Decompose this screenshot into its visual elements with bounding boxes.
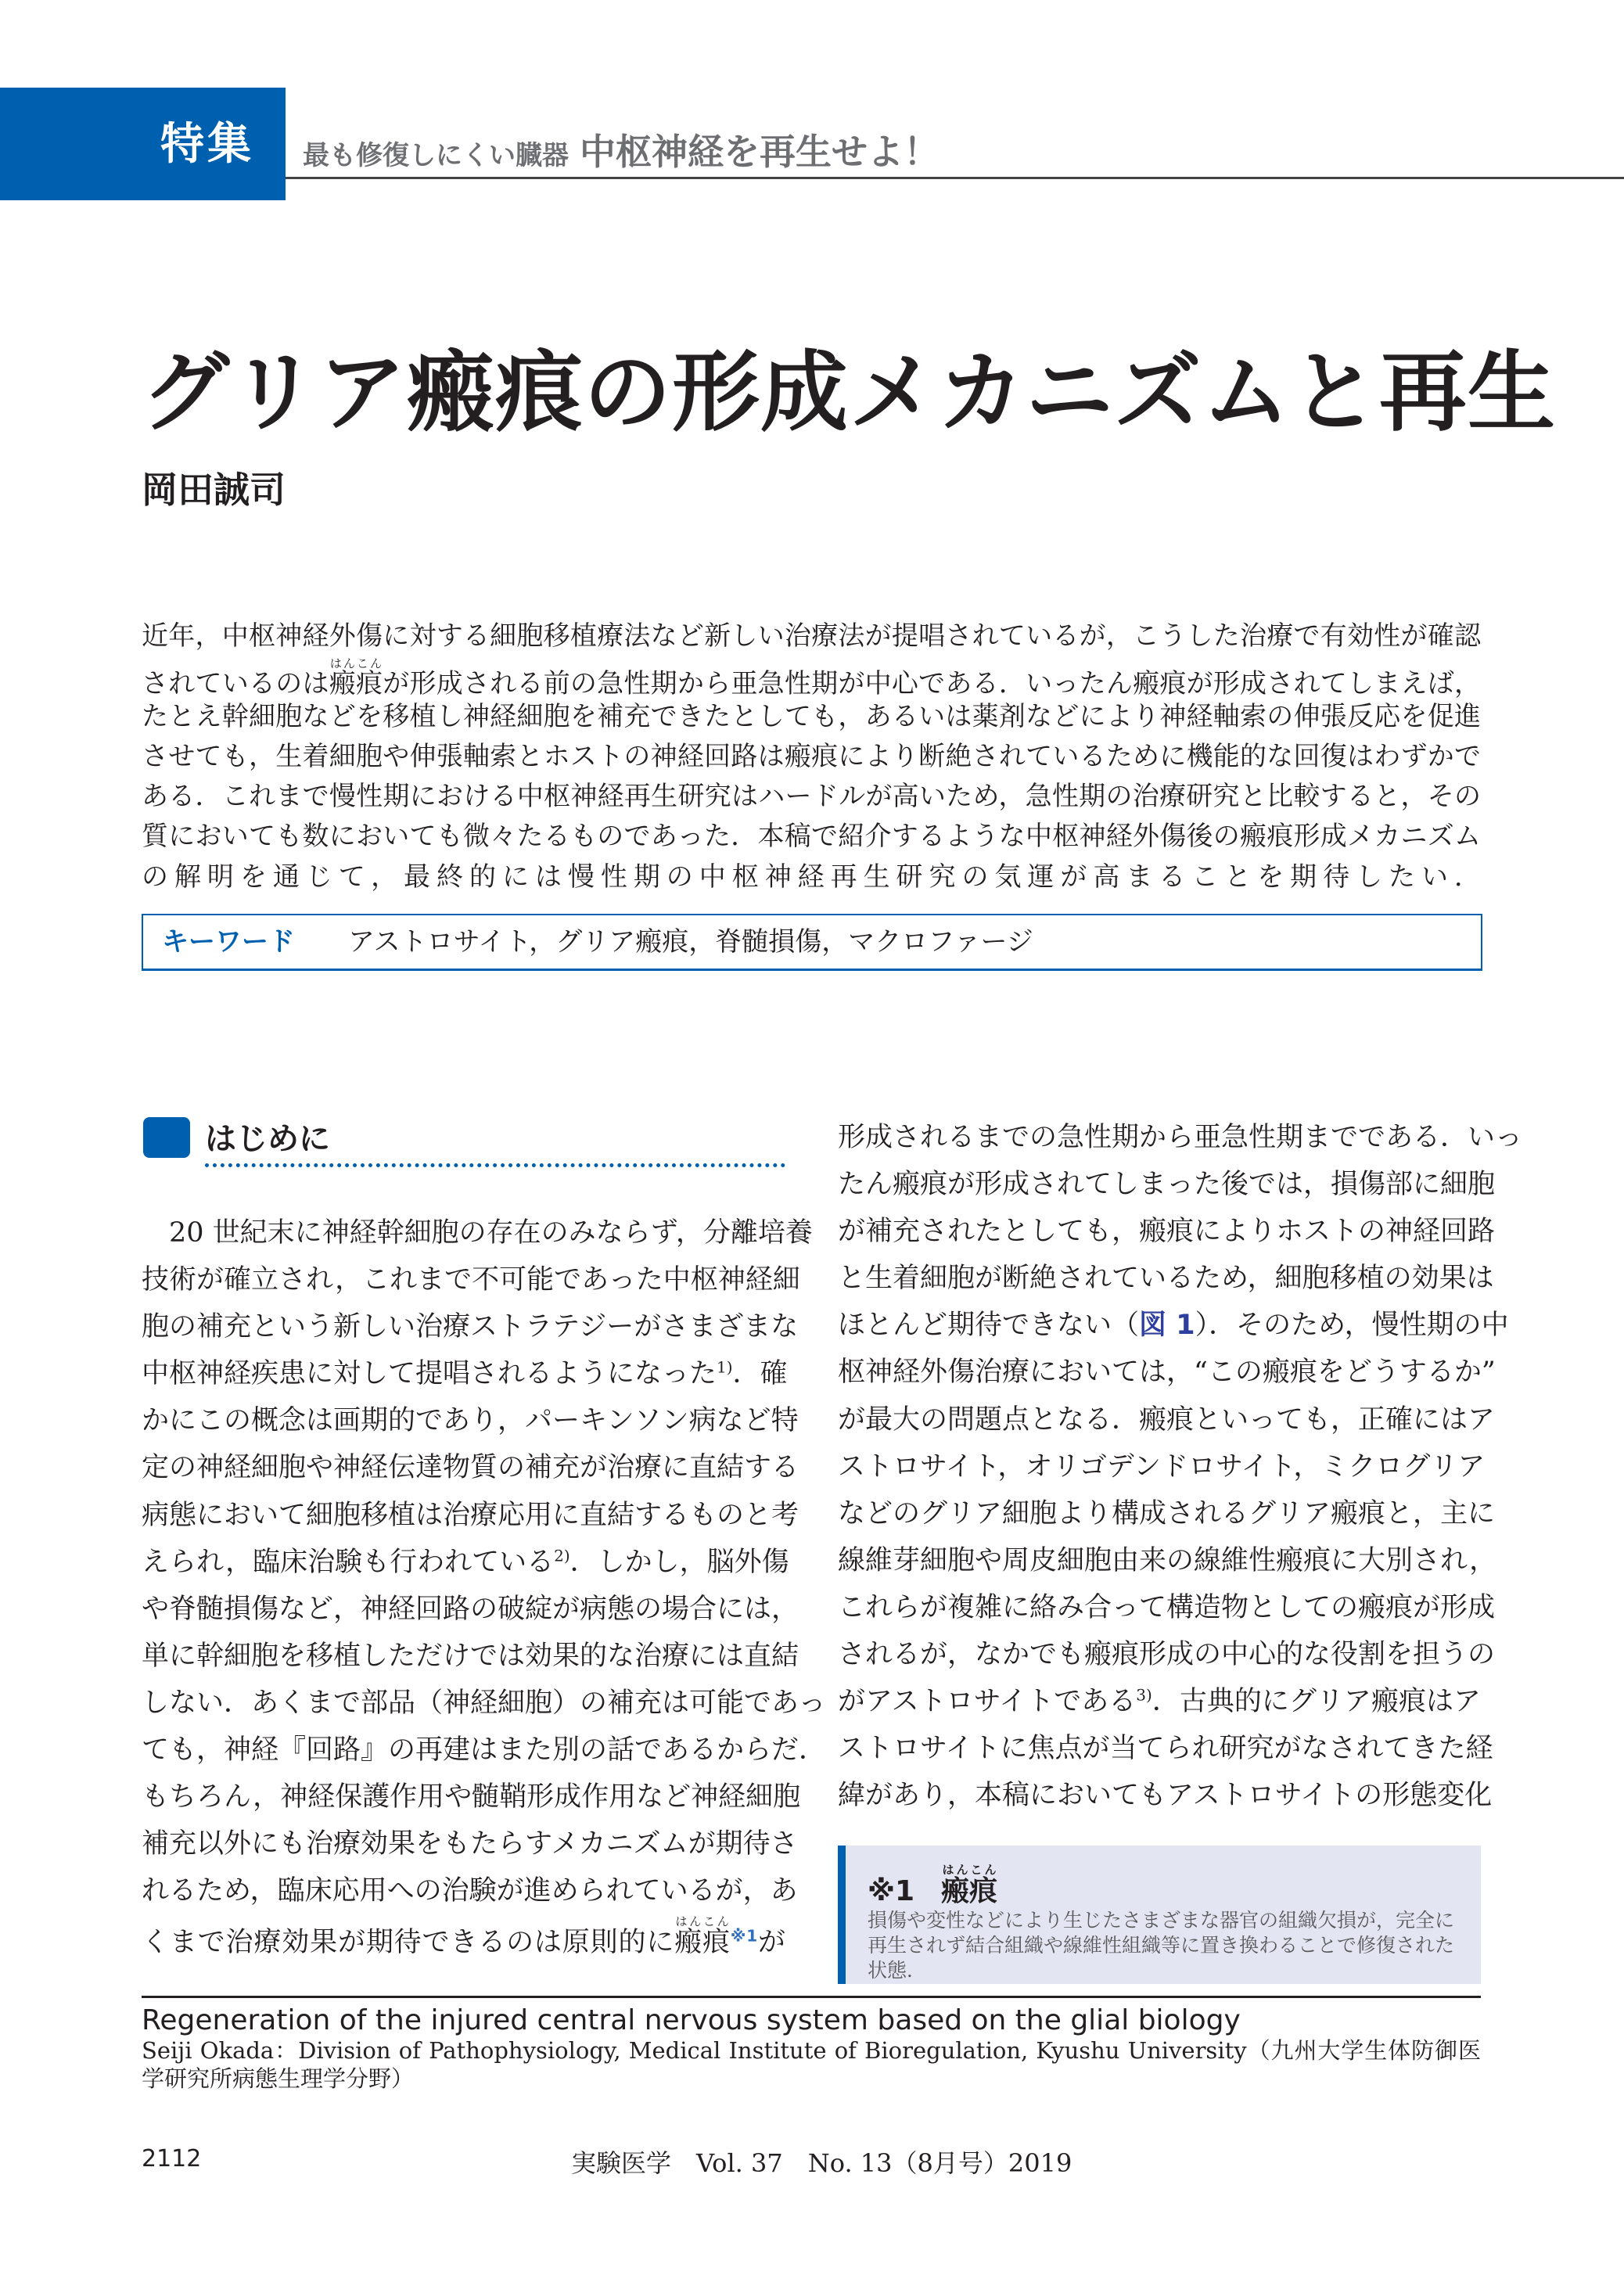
feature-tag: 特集 — [160, 119, 254, 170]
text-run: がアストロサイトである — [838, 1686, 1137, 1718]
text-run: 単に幹細胞を移植しただけでは効果的な治療には直結 — [142, 1640, 799, 1672]
author-affiliation: Seiji Okada：Division of Pathophysiology, Medical Institute of Bioregulation, Kyushu University（九州大学生体防御医学研究所病態生理学分野） — [142, 2037, 1481, 2092]
text-line — [142, 1867, 798, 1914]
reference-citation[interactable]: 3) — [1136, 1685, 1152, 1705]
text-run: ストロサイト，オリゴデンドロサイト，ミクログリア — [838, 1450, 1486, 1483]
ruby-base: 瘢痕 — [329, 668, 383, 700]
text-line — [142, 1350, 788, 1397]
text-run: ．しかし，脳外傷 — [569, 1546, 789, 1578]
text-run: かにこの概念は画期的であり，パーキンソン病など特 — [142, 1405, 799, 1437]
ruby-reading: はんこん — [329, 656, 383, 671]
text-line — [142, 1209, 813, 1256]
text-run: 中枢神経疾患に対して提唱されるようになった — [142, 1358, 717, 1390]
text-line — [142, 1914, 785, 1961]
text-run: 枢神経外傷治療においては，“この瘢痕をどうするか” — [838, 1357, 1496, 1389]
ruby-term — [329, 656, 383, 700]
text-run: が形成される前の急性期から亜急性期が中心である．いったん瘢痕が形成されてしまえば， — [383, 668, 1482, 700]
text-run: や脊髄損傷など，神経回路の破綻が病態の場合には， — [142, 1593, 799, 1625]
text-line — [142, 1633, 799, 1680]
ruby-reading: はんこん — [674, 1914, 731, 1929]
keywords-box — [142, 914, 1482, 971]
text-run: たとえ幹細胞などを移植し神経細胞を補充できたとしても，あるいは薬剤などにより神経軸索の伸張反応を促進 — [142, 700, 1481, 732]
text-run: などのグリア細胞より構成されるグリア瘢痕と，主に — [838, 1497, 1496, 1529]
text-line — [838, 1302, 1509, 1349]
text-run: されているのは — [142, 668, 329, 700]
text-run: 定の神経細胞や神経伝達物質の補充が治療に直結する — [142, 1452, 799, 1484]
text-run: ．古典的にグリア瘢痕はア — [1152, 1686, 1481, 1718]
author-name: 岡田誠司 — [142, 469, 286, 511]
footnote-term — [941, 1863, 998, 1907]
reference-citation[interactable]: 2) — [554, 1546, 570, 1565]
text-run: これらが複雑に絡み合って構造物としての瘢痕が形成 — [838, 1591, 1496, 1623]
text-run: が補充されたとしても，瘢痕によりホストの神経回路 — [838, 1216, 1496, 1248]
text-run: させても，生着細胞や伸張軸索とホストの神経回路は瘢痕により断絶されているために機能的な回復はわずかで — [142, 740, 1481, 772]
text-run: もちろん，神経保護作用や髄鞘形成作用など神経細胞 — [142, 1781, 801, 1813]
journal-citation: 実験医学 Vol. 37 No. 13（8月号）2019 — [571, 2148, 1072, 2178]
text-line — [142, 737, 1481, 777]
text-run: 胞の補充という新しい治療ストラテジーがさまざまな — [142, 1311, 799, 1343]
text-line — [142, 1680, 826, 1727]
ruby-term — [674, 1914, 731, 1959]
text-line — [838, 1772, 1493, 1819]
text-line — [142, 1539, 789, 1586]
body-column-right — [838, 1114, 1523, 1819]
text-run: たん瘢痕が形成されてしまった後では，損傷部に細胞 — [838, 1169, 1496, 1201]
section-heading-dotted-rule — [205, 1163, 785, 1167]
text-line — [838, 1161, 1496, 1208]
text-line — [838, 1255, 1494, 1302]
text-line — [838, 1725, 1493, 1772]
text-line — [838, 1114, 1523, 1161]
footer-rule — [142, 1996, 1481, 1998]
text-run: 病態において細胞移植は治療応用に直結するものと考 — [142, 1499, 799, 1531]
text-line — [142, 1774, 801, 1820]
text-run: 20 世紀末に神経幹細胞の存在のみならず，分離培養 — [142, 1217, 813, 1249]
text-run: えられ，臨床治験も行われている — [142, 1546, 555, 1578]
ruby-base: 瘢痕 — [674, 1927, 731, 1959]
text-line — [142, 1444, 799, 1491]
text-run: ても，神経『回路』の再建はまた別の話であるからだ． — [142, 1734, 827, 1766]
text-run: ある．これまで慢性期における中枢神経再生研究はハードルが高いため，急性期の治療研究と比較すると，その — [142, 781, 1481, 813]
header-rule — [286, 177, 1624, 179]
text-run: 緯があり，本稿においてもアストロサイトの形態変化 — [838, 1780, 1493, 1812]
footnote-number: ※1 — [868, 1875, 915, 1907]
page-number: 2112 — [142, 2145, 202, 2173]
text-run: ）．そのため，慢性期の中 — [1195, 1310, 1509, 1342]
text-run: ほとんど期待できない（ — [838, 1310, 1140, 1342]
text-line — [142, 1727, 827, 1774]
text-line — [142, 697, 1481, 737]
footnote-body: 損傷や変性などにより生じたさまざまな器官の組織欠損が，完全に再生されず結合組織や線維性組織等に置き換わることで修復された状態． — [868, 1909, 1455, 1982]
series-subtitle: 最も修復しにくい臓器 — [303, 140, 569, 171]
section-heading: はじめに — [205, 1121, 330, 1157]
text-run: ストロサイトに焦点が当てられ研究がなされてきた経 — [838, 1733, 1493, 1765]
text-run: 形成されるまでの急性期から亜急性期までである．いっ — [838, 1122, 1523, 1153]
footnote-heading — [868, 1863, 997, 1909]
text-run: ．確 — [732, 1358, 788, 1390]
section-heading-marker-icon — [143, 1117, 190, 1158]
text-line — [838, 1584, 1496, 1631]
text-run: 線維芽細胞や周皮細胞由来の線維性瘢痕に大別され， — [838, 1544, 1497, 1576]
text-run: れるため，臨床応用への治験が進められているが，あ — [142, 1875, 798, 1907]
text-line — [838, 1631, 1496, 1678]
series-title — [303, 124, 940, 175]
text-run: されるが，なかでも瘢痕形成の中心的な役割を担うの — [838, 1639, 1496, 1671]
text-run: が最大の問題点となる．瘢痕といっても，正確にはア — [838, 1403, 1496, 1436]
text-line — [838, 1537, 1497, 1584]
text-line — [142, 1256, 800, 1303]
english-title: Regeneration of the injured central nervous system based on the glial biology — [142, 2004, 1241, 2036]
text-line — [142, 1586, 799, 1633]
footnote-marker[interactable]: ※1 — [730, 1926, 758, 1946]
text-line — [838, 1396, 1496, 1443]
text-run: の解明を通じて，最終的には慢性期の中枢神経再生研究の気運が高まることを期待したい． — [142, 861, 1481, 893]
footnote-term-text: 瘢痕 — [941, 1875, 998, 1907]
text-line — [142, 777, 1481, 817]
text-line — [838, 1490, 1496, 1537]
text-run: しない．あくまで部品（神経細胞）の補充は可能であっ — [142, 1687, 826, 1719]
series-main-title: 中枢神経を再生せよ！ — [580, 131, 940, 173]
text-line — [142, 857, 1481, 897]
text-line — [142, 1397, 799, 1444]
reference-citation[interactable]: 1) — [717, 1357, 733, 1377]
text-line — [142, 1820, 798, 1867]
keywords-label: キーワード — [162, 926, 295, 958]
text-run: 質においても数においても微々たるものであった．本稿で紹介するような中枢神経外傷後の瘢痕形成メカニズム — [142, 821, 1481, 853]
figure-reference-link[interactable]: 図 1 — [1139, 1310, 1195, 1342]
text-run: と生着細胞が断絶されているため，細胞移植の効果は — [838, 1263, 1494, 1295]
text-line — [838, 1208, 1496, 1255]
text-line — [838, 1443, 1486, 1490]
text-line — [838, 1678, 1481, 1725]
footnote-term-reading: はんこん — [941, 1863, 998, 1877]
footnote-accent-bar — [838, 1846, 846, 1984]
footnote-box — [838, 1846, 1481, 1984]
text-line — [142, 656, 1482, 700]
text-line — [838, 1349, 1496, 1396]
text-line — [142, 817, 1481, 857]
abstract — [142, 616, 1481, 897]
text-run: くまで治療効果が期待できるのは原則的に — [142, 1927, 675, 1959]
text-line — [142, 1303, 799, 1350]
text-run: が — [757, 1927, 785, 1959]
text-line — [142, 616, 1481, 656]
article-title: グリア瘢痕の形成メカニズムと再生 — [142, 342, 1556, 444]
keywords-list: アストロサイト，グリア瘢痕，脊髄損傷，マクロファージ — [348, 926, 1033, 958]
text-run: 補充以外にも治療効果をもたらすメカニズムが期待さ — [142, 1828, 798, 1860]
body-column-left — [142, 1209, 827, 1962]
text-line — [142, 1492, 799, 1539]
text-run: 近年，中枢神経外傷に対する細胞移植療法など新しい治療法が提唱されているが，こうした治療で有効性が確認 — [142, 620, 1481, 652]
text-run: 技術が確立され，これまで不可能であった中枢神経細 — [142, 1264, 800, 1296]
